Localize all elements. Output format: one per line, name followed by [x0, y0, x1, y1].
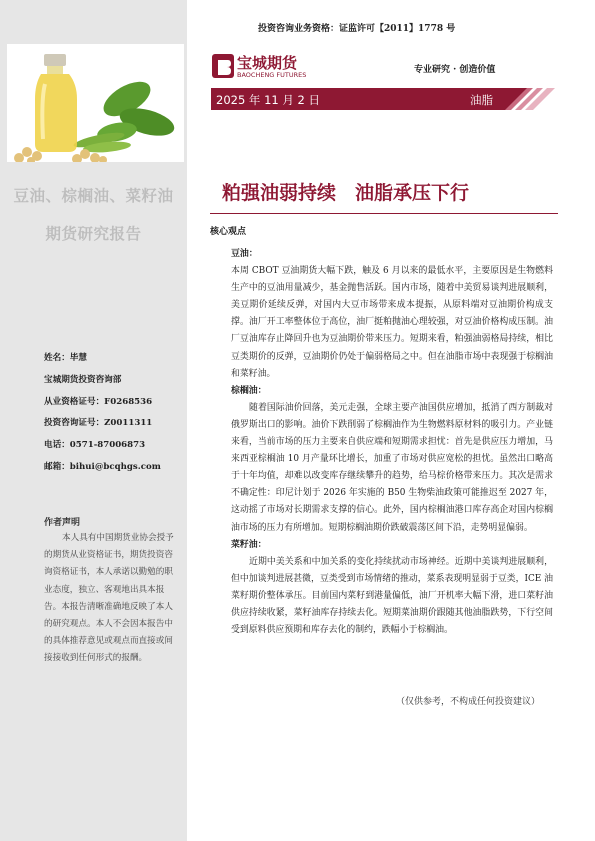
author-phone: 电话：0571-87006873: [44, 440, 146, 451]
author-department: 宝城期货投资咨询部: [44, 374, 122, 385]
soybean-oil-text: 本周 CBOT 豆油期货大幅下跌，触及 6 月以来的最低水平，主要原因是生物燃料生产中的豆油用量减少，基金抛售活跃。国内市场，随着中美贸易谈判进展顺利，美豆期价延续反弹，对国内大豆市场带来成本提振，从原料端对豆油期价构成支撑。油厂开工率整体位于高位，油厂挺粕抛油心理较强，对豆油价格构成压制。油厂豆油库存止降回升也为豆油期价带来压力。短期来看，粕强油弱格局持续，相比豆类期价的反弹，豆油期价仍处于偏弱格局之中。但在油脂市场中表现强于棕榈油和菜籽油。: [231, 266, 553, 379]
author-qualification: 从业资格证号：F0268536: [44, 396, 153, 407]
sidebar: [0, 0, 187, 841]
title-divider: [210, 213, 558, 214]
soybean-oil-label: 豆油：: [231, 249, 258, 259]
company-name-cn: 宝城期货: [237, 54, 298, 72]
slogan: 专业研究 · 创造价值: [414, 65, 496, 75]
company-name-en: BAOCHENG FUTURES: [237, 71, 307, 79]
report-type-title: 期货研究报告: [45, 225, 142, 243]
declaration-text: 本人具有中国期货业协会授予的期货从业资格证书，期货投资咨询资格证书，本人承诺以勤勉的职业态度，独立、客观地出具本报告。本报告清晰准确地反映了本人的研究观点。本人不会因本报告中的具体推荐意见或观点而直接或间接接收到任何形式的报酬。: [44, 533, 174, 664]
author-email: 邮箱：bihui@bcqhgs.com: [44, 461, 161, 472]
author-consulting-license: 投资咨询证号：Z0011311: [44, 418, 153, 429]
report-body: [231, 246, 553, 639]
report-date: 2025 年 11 月 2 日: [216, 93, 320, 107]
disclaimer: （仅供参考，不构成任何投资建议）: [396, 697, 541, 707]
section-title: 核心观点: [210, 227, 247, 237]
author-info: [44, 348, 161, 479]
baocheng-futures-logo: [212, 52, 322, 82]
author-name: 姓名：毕慧: [44, 353, 87, 363]
rapeseed-oil-label: 菜籽油：: [231, 539, 267, 550]
page-title: 粕强油弱持续 油脂承压下行: [222, 182, 470, 204]
declaration-title: 作者声明: [44, 518, 81, 528]
rapeseed-oil-text: 近期中美关系和中加关系的变化持续扰动市场神经。近期中美谈判进展顺利，但中加谈判进展甚微，豆类受到市场情绪的推动，菜系表现明显弱于豆类，ICE 油菜籽期价整体承压。目前国内菜籽到港量偏低，油厂开机率大幅下滑，进口菜籽油供应持续收紧，菜籽油库存持续去化。短期菜油期价跟随其他油脂跌势，下行空间受到原料供应预期和库存去化的制约，跌幅小于棕榈油。: [231, 556, 553, 636]
palm-oil-label: 棕榈油：: [231, 385, 267, 396]
report-category: 油脂: [470, 93, 493, 107]
palm-oil-text: 随着国际油价回落，美元走强，全球主要产油国供应增加，抵消了西方制裁对俄罗斯出口的影响。油价下跌削弱了棕榈油作为生物燃料原材料的吸引力。产业链来看，当前市场的压力主要来自供应端和短期需求担忧：首先是供应压力增加，马来西亚棕榈油 10 月产量环比增长，加重了市场对供应宽松的担忧。虽然出口略高于十年均值，却难以改变库存继续攀升的趋势，给马棕价格带来压力。其次是需求不确定性：印尼计划于 2026 年实施的 B50 生物柴油政策可能推迟至 2027 年，这动摇了市场对长期需求支撑的信心。此外，国内棕榈油港口库存高企对国内棕榈油市场的压力有所增加。短期棕榈油期价跌破震荡区间下沿，走势明显偏弱。: [231, 402, 553, 533]
report-category-title: 豆油、棕榈油、菜籽油: [13, 187, 174, 205]
soybean-oil-bottle-image: [7, 44, 184, 162]
license-text: 投资咨询业务资格：证监许可【2011】1778 号: [258, 24, 456, 34]
